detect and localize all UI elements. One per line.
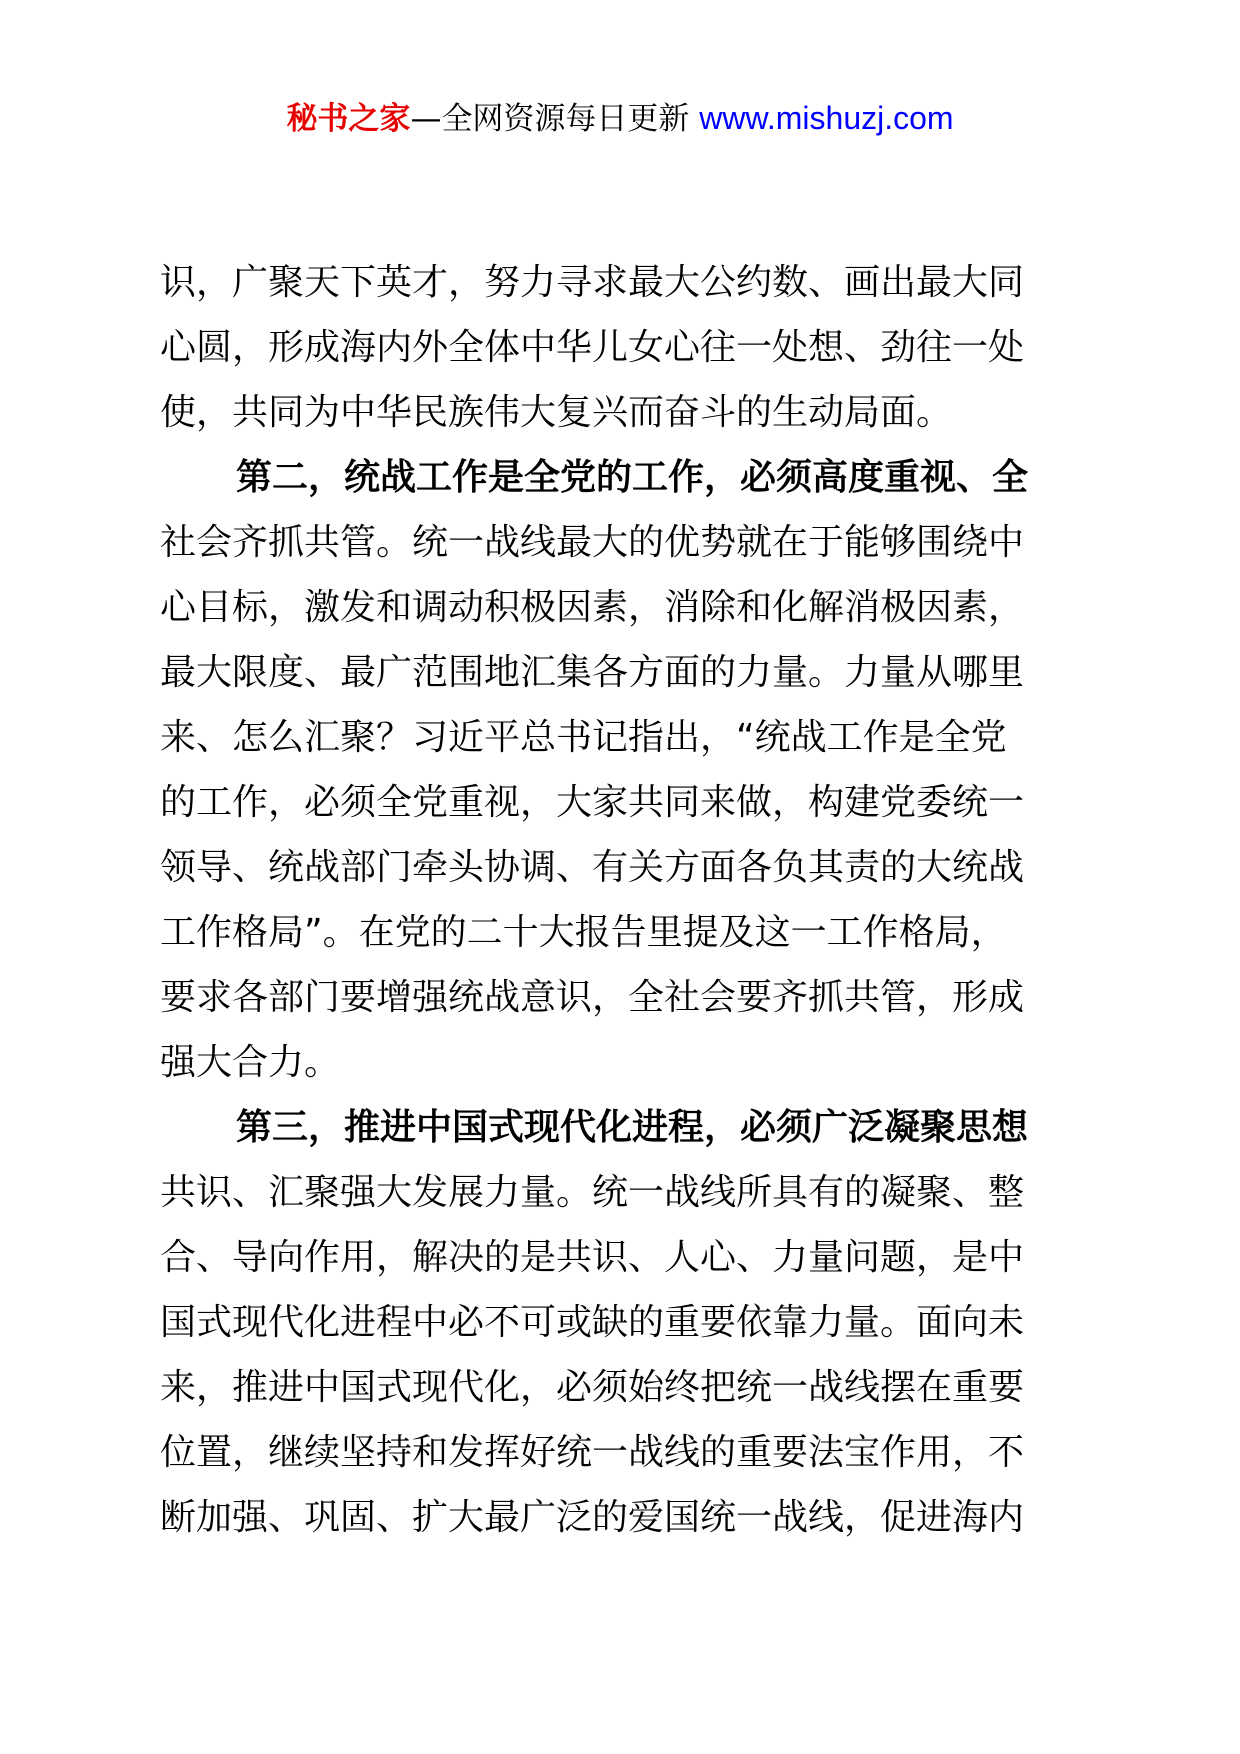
brand-name: 秘书之家	[286, 101, 411, 137]
text-line: 社会齐抓共管。统一战线最大的优势就在于能够围绕中	[160, 522, 1025, 563]
text-line: 最大限度、最广范围地汇集各方面的力量。力量从哪里	[160, 652, 1025, 693]
text-line: 要求各部门要增强统战意识，全社会要齐抓共管，形成	[160, 977, 1025, 1018]
text-line: 强大合力。	[160, 1042, 341, 1083]
text-line: 来，推进中国式现代化，必须始终把统一战线摆在重要	[160, 1367, 1025, 1408]
text-line: 心圆，形成海内外全体中华儿女心往一处想、劲往一处	[160, 327, 1025, 368]
text-line: 领导、统战部门牵头协调、有关方面各负其责的大统战	[160, 847, 1025, 888]
text-line: 使，共同为中华民族伟大复兴而奋斗的生动局面。	[160, 392, 953, 433]
text-line: 工作格局”。在党的二十大报告里提及这一工作格局，	[160, 912, 1007, 953]
text-line: 位置，继续坚持和发挥好统一战线的重要法宝作用，不	[160, 1432, 1025, 1473]
document-body	[160, 250, 1090, 1550]
paragraph-lead: 第二，统战工作是全党的工作，必须高度重视、全	[236, 457, 1029, 498]
text-line: 识，广聚天下英才，努力寻求最大公约数、画出最大同	[160, 262, 1025, 303]
page-header	[0, 98, 1240, 139]
header-tagline: —全网资源每日更新	[410, 101, 700, 137]
website-link[interactable]: www.mishuzj.com	[699, 100, 954, 136]
text-line: 国式现代化进程中必不可或缺的重要依靠力量。面向未	[160, 1302, 1025, 1343]
text-line: 合、导向作用，解决的是共识、人心、力量问题，是中	[160, 1237, 1025, 1278]
text-line: 共识、汇聚强大发展力量。统一战线所具有的凝聚、整	[160, 1172, 1025, 1213]
text-line: 心目标，激发和调动积极因素，消除和化解消极因素，	[160, 587, 1025, 628]
text-line: 的工作，必须全党重视，大家共同来做，构建党委统一	[160, 782, 1025, 823]
paragraph-lead: 第三，推进中国式现代化进程，必须广泛凝聚思想	[236, 1107, 1029, 1148]
text-line: 来、怎么汇聚？习近平总书记指出，“统战工作是全党	[160, 717, 1007, 758]
text-line: 断加强、巩固、扩大最广泛的爱国统一战线，促进海内	[160, 1497, 1025, 1538]
